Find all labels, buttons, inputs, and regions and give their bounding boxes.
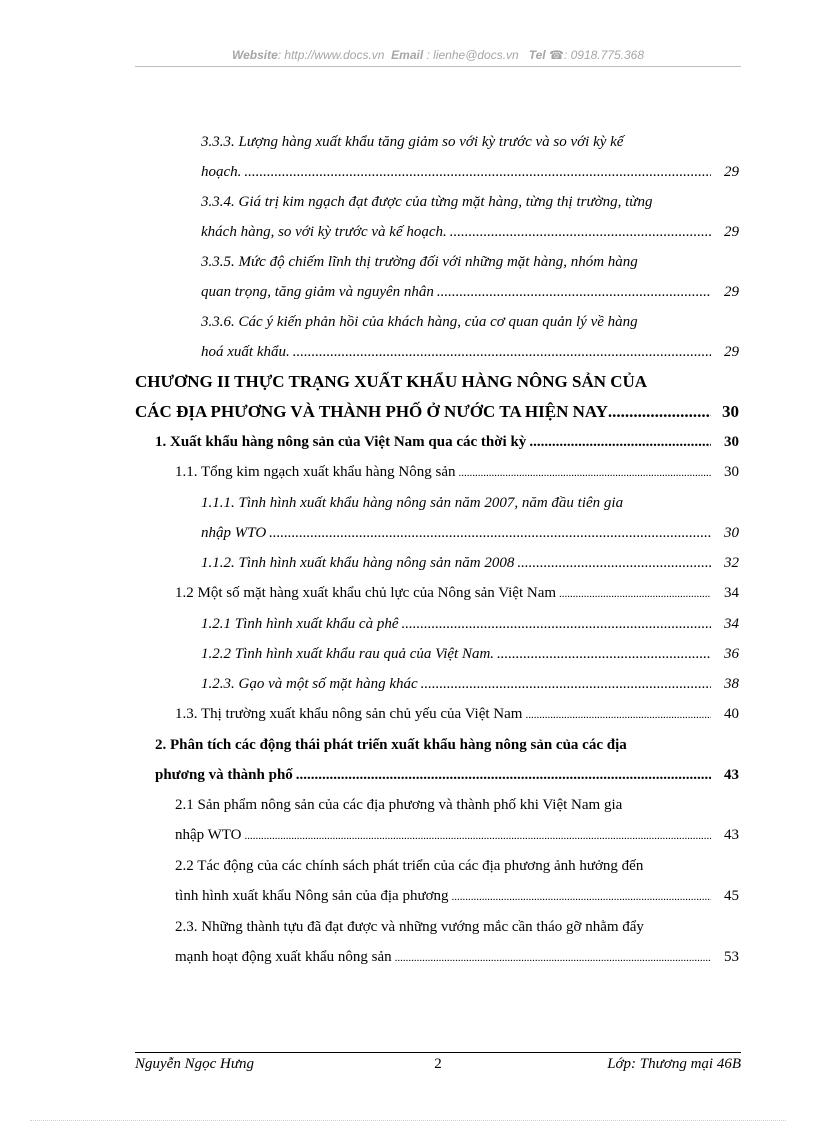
toc-entry-text: 1.1. Tổng kim ngạch xuất khẩu hàng Nông sản bbox=[175, 464, 456, 480]
footer-class: Lớp: Thương mại 46B bbox=[607, 1056, 741, 1072]
toc-entry-1-2-1 bbox=[135, 609, 741, 639]
toc-entry-1-1-1 bbox=[135, 488, 741, 548]
toc-page-number: 53 bbox=[724, 949, 739, 965]
dot-leader bbox=[296, 760, 711, 790]
dot-leader bbox=[421, 669, 711, 699]
toc-entry-1-3 bbox=[135, 699, 741, 730]
dot-leader bbox=[293, 337, 711, 367]
toc-entry-2 bbox=[135, 730, 741, 790]
toc-entry-1-2-3 bbox=[135, 669, 741, 699]
toc-entry-text: 1.2.1 Tình hình xuất khẩu cà phê bbox=[201, 616, 399, 632]
table-of-contents bbox=[135, 127, 741, 973]
dot-leader bbox=[497, 639, 711, 669]
dot-leader bbox=[459, 457, 711, 488]
footer-page-number: 2 bbox=[434, 1056, 442, 1072]
page-bottom-border bbox=[30, 1120, 786, 1121]
toc-page-number: 29 bbox=[724, 284, 739, 300]
toc-page-number: 30 bbox=[722, 402, 739, 421]
toc-entry-text: 1.2.3. Gạo và một số mặt hàng khác bbox=[201, 676, 418, 692]
toc-entry-text: 1.2.2 Tình hình xuất khẩu rau quả của Việt Nam. bbox=[201, 646, 495, 662]
toc-entry-text: 3.3.4. Giá trị kim ngạch đạt được của từng mặt hàng, từng thị trường, từng bbox=[201, 194, 653, 210]
dot-leader bbox=[244, 157, 711, 187]
toc-page-number: 34 bbox=[724, 616, 739, 632]
dot-leader bbox=[517, 548, 711, 578]
email-value: : lienhe@docs.vn bbox=[426, 48, 519, 62]
website-label: Website bbox=[231, 48, 278, 62]
toc-entry-text: khách hàng, so với kỳ trước và kế hoạch. bbox=[201, 224, 447, 240]
toc-entry-text: phương và thành phố bbox=[155, 767, 293, 783]
chapter-title: CHƯƠNG II THỰC TRẠNG XUẤT KHẨU HÀNG NÔNG SẢN CỦA bbox=[135, 372, 648, 391]
website-value: : http://www.docs.vn bbox=[277, 48, 385, 62]
toc-entry-text: 2.1 Sản phẩm nông sản của các địa phương và thành phố khi Việt Nam gia bbox=[175, 797, 623, 813]
toc-entry-1 bbox=[135, 427, 741, 457]
toc-entry-1-2 bbox=[135, 578, 741, 609]
tel-label: Tel bbox=[528, 48, 546, 62]
dot-leader bbox=[401, 609, 711, 639]
toc-page-number: 30 bbox=[724, 464, 739, 480]
toc-entry-text: 1.2 Một số mặt hàng xuất khẩu chủ lực của Nông sản Việt Nam bbox=[175, 585, 557, 601]
dot-leader bbox=[450, 217, 711, 247]
toc-page-number: 32 bbox=[724, 555, 739, 571]
toc-page-number: 34 bbox=[724, 585, 739, 601]
toc-entry-2-3 bbox=[135, 912, 741, 973]
dot-leader bbox=[269, 518, 711, 548]
dot-leader bbox=[395, 942, 711, 973]
dot-leader bbox=[437, 277, 711, 307]
footer-divider bbox=[135, 1052, 741, 1053]
toc-entry-1-1-2 bbox=[135, 548, 741, 578]
toc-entry-3-3-3 bbox=[135, 127, 741, 187]
toc-page-number: 30 bbox=[724, 434, 739, 450]
dot-leader bbox=[559, 578, 711, 609]
toc-page-number: 29 bbox=[724, 224, 739, 240]
toc-entry-text: hoạch. bbox=[201, 164, 242, 180]
toc-entry-text: 2.2 Tác động của các chính sách phát triển của các địa phương ảnh hưởng đến bbox=[175, 858, 644, 874]
toc-entry-text: 2. Phân tích các động thái phát triển xuất khẩu hàng nông sản của các địa bbox=[155, 737, 627, 753]
header-divider bbox=[135, 66, 741, 67]
toc-entry-text: hoá xuất khẩu. bbox=[201, 344, 290, 360]
email-label: Email bbox=[391, 48, 424, 62]
toc-entry-text: 1.3. Thị trường xuất khẩu nông sản chủ yếu của Việt Nam bbox=[175, 706, 523, 722]
toc-page-number: 30 bbox=[724, 525, 739, 541]
toc-entry-text: tình hình xuất khẩu Nông sản của địa phương bbox=[175, 888, 449, 904]
toc-entry-3-3-6 bbox=[135, 307, 741, 367]
toc-entry-text: 3.3.3. Lượng hàng xuất khẩu tăng giảm so với kỳ trước và so với kỳ kế bbox=[201, 134, 624, 150]
toc-page-number: 43 bbox=[724, 767, 739, 783]
toc-entry-3-3-4 bbox=[135, 187, 741, 247]
toc-page-number: 29 bbox=[724, 344, 739, 360]
dot-leader bbox=[608, 397, 711, 427]
toc-entry-text: 3.3.6. Các ý kiến phản hồi của khách hàng, của cơ quan quản lý về hàng bbox=[201, 314, 638, 330]
toc-entry-text: nhập WTO bbox=[201, 525, 267, 541]
dot-leader bbox=[245, 820, 711, 851]
toc-page-number: 45 bbox=[724, 888, 739, 904]
toc-entry-text: nhập WTO bbox=[175, 827, 242, 843]
toc-entry-text: mạnh hoạt động xuất khẩu nông sản bbox=[175, 949, 392, 965]
toc-chapter-2 bbox=[135, 367, 741, 427]
footer-author: Nguyễn Ngọc Hưng bbox=[135, 1056, 254, 1072]
toc-page-number: 36 bbox=[724, 646, 739, 662]
dot-leader bbox=[452, 881, 711, 912]
dot-leader bbox=[525, 699, 711, 730]
toc-page-number: 38 bbox=[724, 676, 739, 692]
chapter-title: CÁC ĐỊA PHƯƠNG VÀ THÀNH PHỐ Ở NƯỚC TA HIỆN NAY bbox=[135, 402, 608, 421]
page-header bbox=[135, 48, 741, 62]
tel-value: ☎: 0918.775.368 bbox=[549, 48, 645, 62]
toc-entry-2-2 bbox=[135, 851, 741, 912]
toc-page-number: 29 bbox=[724, 164, 739, 180]
toc-entry-text: 3.3.5. Mức độ chiếm lĩnh thị trường đối với những mặt hàng, nhóm hàng bbox=[201, 254, 638, 270]
dot-leader bbox=[529, 427, 711, 457]
toc-entry-2-1 bbox=[135, 790, 741, 851]
toc-entry-text: 2.3. Những thành tựu đã đạt được và những vướng mắc cần tháo gỡ nhằm đẩy bbox=[175, 919, 644, 935]
toc-entry-1-2-2 bbox=[135, 639, 741, 669]
toc-entry-text: 1.1.1. Tình hình xuất khẩu hàng nông sản năm 2007, năm đầu tiên gia bbox=[201, 495, 624, 511]
toc-entry-3-3-5 bbox=[135, 247, 741, 307]
toc-entry-text: 1.1.2. Tình hình xuất khẩu hàng nông sản năm 2008 bbox=[201, 555, 515, 571]
toc-page-number: 40 bbox=[724, 706, 739, 722]
toc-entry-text: 1. Xuất khẩu hàng nông sản của Việt Nam qua các thời kỳ bbox=[155, 434, 527, 450]
toc-entry-text: quan trọng, tăng giảm và nguyên nhân bbox=[201, 284, 434, 300]
toc-page-number: 43 bbox=[724, 827, 739, 843]
toc-entry-1-1 bbox=[135, 457, 741, 488]
